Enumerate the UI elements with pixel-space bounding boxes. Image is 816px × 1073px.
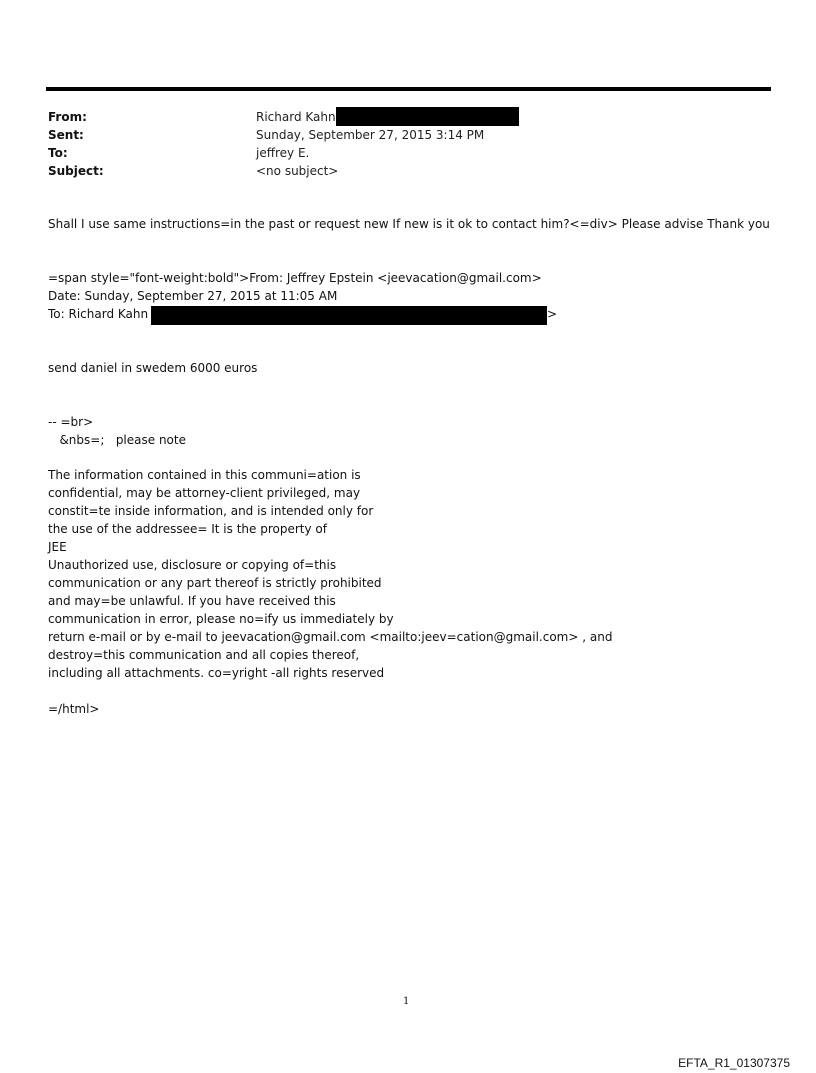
disclaimer-line: constit=te inside information, and is intended only for bbox=[48, 504, 374, 518]
reply-text: Shall I use same instructions=in the past or request new If new is it ok to contact him?<=div> Please advise Thank you bbox=[48, 217, 770, 231]
from-value: Richard Kahn bbox=[256, 110, 336, 124]
bates-number: EFTA_R1_01307375 bbox=[678, 1056, 790, 1070]
disclaimer-line: return e-mail or by e-mail to jeevacation@gmail.com <mailto:jeev=cation@gmail.com> , and bbox=[48, 630, 613, 644]
sent-label: Sent: bbox=[48, 128, 84, 142]
quoted-from: =span style="font-weight:bold">From: Jeffrey Epstein <jeevacation@gmail.com> bbox=[48, 271, 542, 285]
disclaimer-line: JEE bbox=[48, 540, 67, 554]
redaction-bar bbox=[336, 107, 519, 126]
signature-note: &nbs=; please note bbox=[48, 433, 186, 447]
quoted-to: To: Richard Kahn bbox=[48, 307, 149, 321]
disclaimer-line: including all attachments. co=yright -all rights reserved bbox=[48, 666, 385, 680]
quoted-to-tail: > bbox=[547, 307, 558, 321]
header-rule bbox=[46, 87, 771, 91]
disclaimer-line: and may=be unlawful. If you have received this bbox=[48, 594, 336, 608]
disclaimer-line: The information contained in this communi=ation is bbox=[48, 468, 361, 482]
disclaimer-line: the use of the addressee= It is the property of bbox=[48, 522, 327, 536]
disclaimer-line: confidential, may be attorney-client privileged, may bbox=[48, 486, 361, 500]
quoted-date: Date: Sunday, September 27, 2015 at 11:05 AM bbox=[48, 289, 338, 303]
page-number: 1 bbox=[403, 996, 410, 1007]
to-value: jeffrey E. bbox=[256, 146, 310, 160]
signature-br: -- =br> bbox=[48, 415, 94, 429]
to-label: To: bbox=[48, 146, 68, 160]
disclaimer-line: communication or any part thereof is strictly prohibited bbox=[48, 576, 382, 590]
closing-tag: =/html> bbox=[48, 702, 100, 716]
disclaimer-line: destroy=this communication and all copies thereof, bbox=[48, 648, 360, 662]
redaction-bar bbox=[151, 306, 547, 325]
instruction-text: send daniel in swedem 6000 euros bbox=[48, 361, 258, 375]
subject-value: <no subject> bbox=[256, 164, 339, 178]
disclaimer-line: Unauthorized use, disclosure or copying of=this bbox=[48, 558, 337, 572]
sent-value: Sunday, September 27, 2015 3:14 PM bbox=[256, 128, 485, 142]
disclaimer-line: communication in error, please no=ify us immediately by bbox=[48, 612, 394, 626]
from-label: From: bbox=[48, 110, 87, 124]
subject-label: Subject: bbox=[48, 164, 104, 178]
